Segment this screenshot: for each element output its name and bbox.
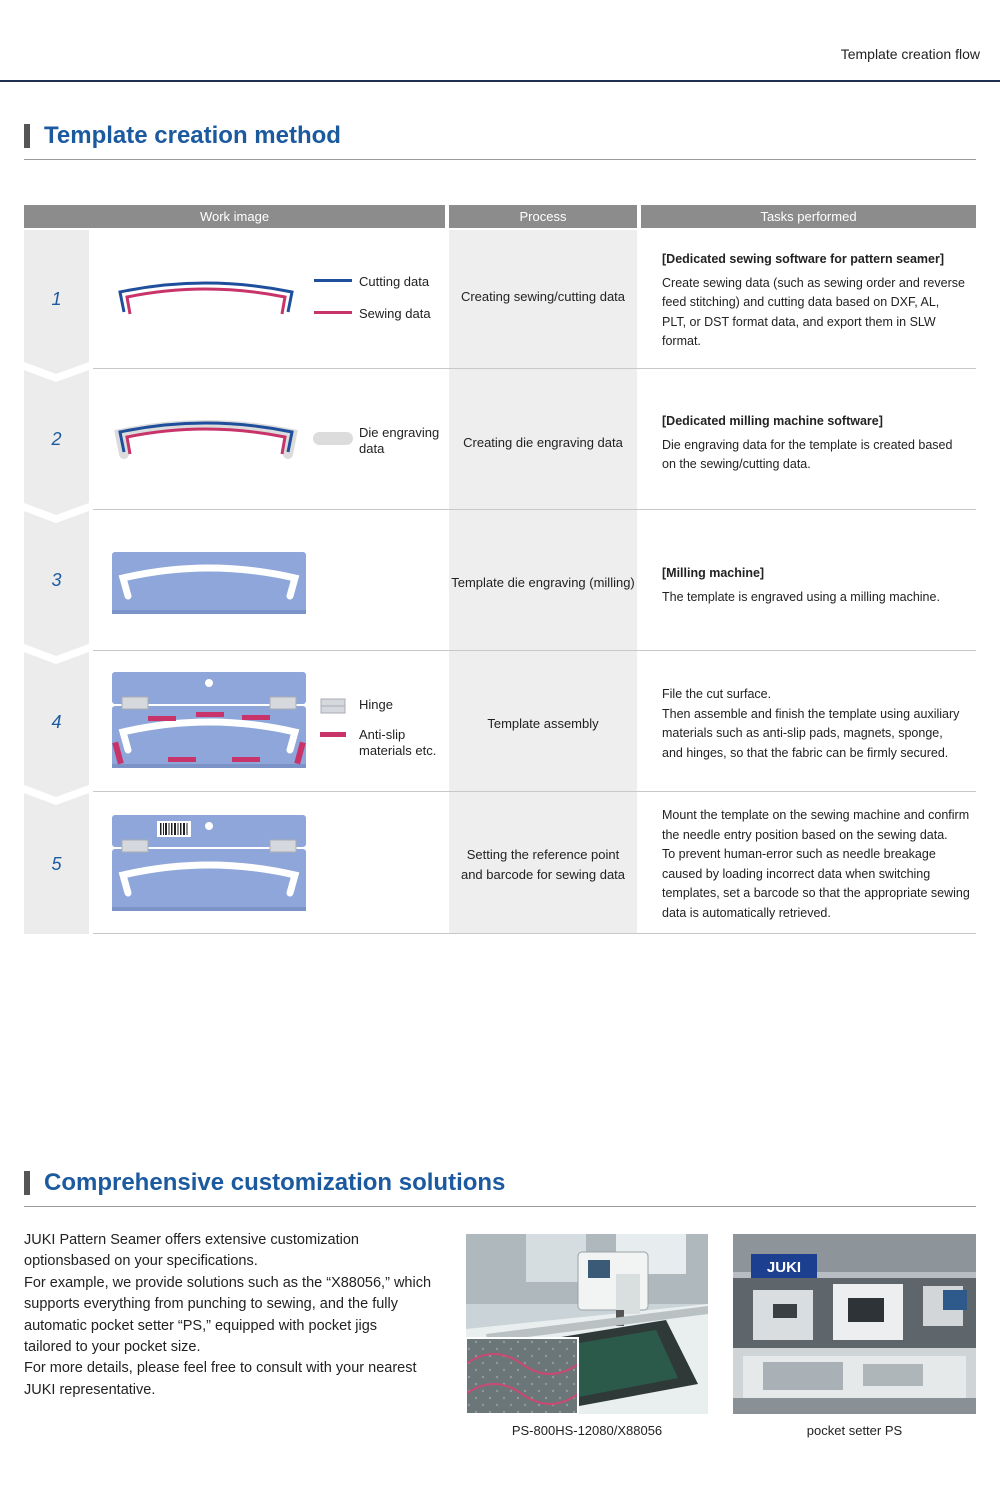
task-line: format. bbox=[662, 334, 701, 348]
section-title-customization bbox=[24, 1167, 976, 1207]
task-line: File the cut surface. bbox=[662, 687, 772, 701]
photo-caption: PS-800HS-12080/X88056 bbox=[511, 1423, 663, 1438]
photo-caption: pocket setter PS bbox=[806, 1423, 903, 1438]
task-heading: [Dedicated milling machine software] bbox=[662, 414, 883, 428]
task-heading: [Dedicated sewing software for pattern seamer] bbox=[662, 252, 945, 266]
legend-die-engraving bbox=[359, 425, 439, 457]
process-text: Template die engraving (milling) bbox=[451, 575, 635, 590]
assembled-template-image bbox=[110, 670, 308, 772]
task-line: PLT, or DST format data, and export them in SLW bbox=[662, 314, 936, 329]
legend-anti-slip bbox=[359, 727, 436, 759]
process-text: Template assembly bbox=[487, 716, 599, 731]
task-line: Die engraving data for the template is created based bbox=[662, 437, 953, 452]
page-header-title: Template creation flow bbox=[840, 46, 980, 62]
task-line: Create sewing data (such as sewing order and reverse bbox=[662, 275, 965, 290]
body-line: JUKI Pattern Seamer offers extensive customization bbox=[24, 1232, 359, 1248]
task-heading: [Milling machine] bbox=[662, 566, 765, 580]
body-line: supports everything from punching to sewing, and the fully bbox=[24, 1296, 398, 1313]
legend-line: Anti-slip bbox=[359, 727, 406, 742]
step-number: 1 bbox=[51, 289, 62, 309]
step-number: 2 bbox=[51, 429, 62, 449]
header-rule bbox=[0, 80, 1000, 82]
task-line: on the sewing/cutting data. bbox=[662, 457, 811, 471]
task-line: To prevent human-error such as needle breakage bbox=[662, 847, 936, 861]
hinge-icon bbox=[320, 698, 346, 714]
body-line: For example, we provide solutions such as the “X88056,” which bbox=[24, 1274, 432, 1291]
col-header-process: Process bbox=[449, 205, 637, 228]
photo-pocket-setter bbox=[733, 1234, 976, 1414]
body-line: JUKI representative. bbox=[24, 1381, 156, 1398]
die-engraving-swatch-icon bbox=[313, 432, 353, 446]
process-text bbox=[449, 845, 637, 885]
step-number: 5 bbox=[51, 854, 62, 874]
row-divider bbox=[93, 650, 976, 651]
body-line: automatic pocket setter “PS,” equipped with pocket jigs bbox=[24, 1317, 378, 1334]
body-line: tailored to your pocket size. bbox=[24, 1339, 201, 1356]
row-divider bbox=[93, 933, 976, 934]
process-line: Setting the reference point bbox=[466, 847, 620, 862]
photo-ps800hs-machine bbox=[466, 1234, 708, 1414]
section-title-template-method bbox=[24, 120, 976, 160]
legend-cutting-data: Cutting data bbox=[359, 274, 430, 289]
task-line: materials such as anti-slip pads, magnets, sponge, bbox=[662, 726, 943, 740]
task-description bbox=[662, 806, 970, 923]
process-line: and barcode for sewing data bbox=[460, 867, 626, 882]
task-description bbox=[662, 412, 970, 475]
task-line: and hinges, so that the fabric can be firmly secured. bbox=[662, 745, 949, 760]
step-number: 3 bbox=[51, 570, 62, 590]
task-line: feed stitching) and cutting data based on DXF, AL, bbox=[662, 295, 940, 309]
process-text: Creating die engraving data bbox=[463, 435, 623, 450]
legend-sewing-data: Sewing data bbox=[359, 306, 431, 321]
body-line: For more details, please feel free to consult with your nearest bbox=[24, 1360, 417, 1377]
legend-line: Die engraving bbox=[359, 425, 440, 440]
step-number: 4 bbox=[51, 712, 62, 732]
task-line: caused by loading incorrect data when switching bbox=[662, 866, 931, 881]
sewing-data-line-icon bbox=[314, 311, 352, 315]
sewing-cutting-data-image bbox=[110, 272, 310, 324]
juki-brand-logo: JUKI bbox=[766, 1259, 802, 1276]
task-line: templates, set a barcode so that the appropriate sewing bbox=[662, 886, 970, 900]
task-line: data is automatically retrieved. bbox=[662, 905, 831, 920]
task-line: the needle entry position based on the sewing data. bbox=[662, 827, 948, 842]
row-divider bbox=[93, 791, 976, 792]
section-heading: Template creation method bbox=[44, 122, 341, 149]
die-engraving-data-image bbox=[110, 412, 310, 468]
task-description bbox=[662, 250, 970, 352]
anti-slip-swatch-icon bbox=[320, 732, 346, 738]
title-bar-marker bbox=[24, 124, 30, 148]
milled-template-image bbox=[110, 550, 308, 616]
row-divider bbox=[93, 368, 976, 369]
process-text: Creating sewing/cutting data bbox=[460, 289, 626, 304]
body-line: optionsbased on your specifications. bbox=[24, 1253, 258, 1270]
title-bar-marker bbox=[24, 1171, 30, 1195]
task-line: Then assemble and finish the template using auxiliary bbox=[662, 706, 960, 721]
legend-line: materials etc. bbox=[359, 743, 437, 758]
task-line: The template is engraved using a milling machine. bbox=[662, 589, 940, 604]
row-divider bbox=[93, 509, 976, 510]
col-header-tasks: Tasks performed bbox=[641, 205, 976, 228]
task-line: Mount the template on the sewing machine and confirm bbox=[662, 808, 970, 822]
col-header-work-image: Work image bbox=[24, 205, 445, 228]
task-description bbox=[662, 564, 970, 607]
legend-hinge: Hinge bbox=[359, 697, 393, 712]
section-heading: Comprehensive customization solutions bbox=[44, 1169, 506, 1196]
legend-line: data bbox=[359, 441, 385, 456]
task-description bbox=[662, 685, 970, 763]
barcode-template-image bbox=[110, 813, 308, 915]
customization-description bbox=[24, 1230, 444, 1401]
cutting-data-line-icon bbox=[314, 279, 352, 283]
